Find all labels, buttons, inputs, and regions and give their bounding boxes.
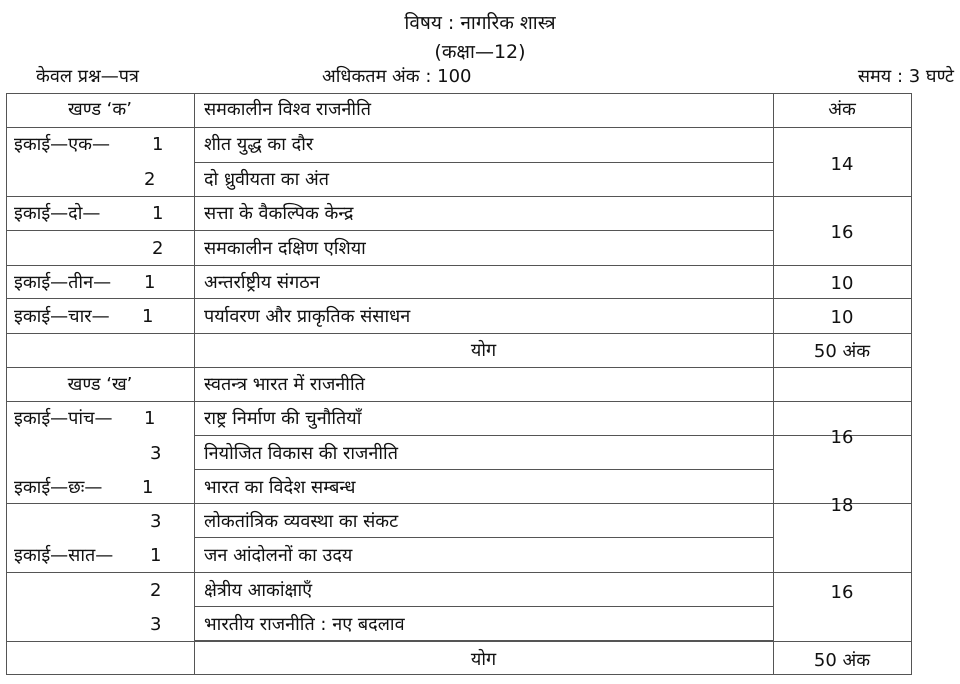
total-marks: 50 अंक — [813, 341, 871, 362]
unit-2-marks: 16 — [830, 222, 854, 243]
unit-1-topic: शीत युद्ध का दौर — [204, 134, 314, 155]
unit-1-number: 1 — [152, 134, 164, 155]
row-divider — [6, 298, 912, 299]
unit-2-label: इकाई—दो— — [14, 203, 101, 224]
unit-3-number: 1 — [144, 272, 156, 293]
unit-1-label: इकाई—एक— — [14, 134, 110, 155]
unit-7-number: 1 — [150, 545, 162, 566]
paper-label: केवल प्रश्न—पत्र — [36, 66, 139, 87]
unit-5-topic: राष्ट्र निर्माण की चुनौतियाँ — [204, 408, 362, 429]
row-divider — [6, 641, 912, 642]
table-border — [911, 93, 912, 675]
unit-7-topic: क्षेत्रीय आकांक्षाएँ — [204, 580, 313, 601]
unit-4-number: 1 — [142, 306, 154, 327]
subject-title: विषय : नागरिक शास्त्र — [404, 12, 556, 34]
unit-2-number: 2 — [152, 238, 164, 259]
unit-5-topic: नियोजित विकास की राजनीति — [204, 443, 398, 464]
unit-5-number: 1 — [144, 408, 156, 429]
unit-5-marks: 16 — [830, 427, 854, 448]
section-a-title: समकालीन विश्व राजनीति — [204, 99, 371, 120]
unit-1-number: 2 — [144, 169, 156, 190]
row-divider — [194, 469, 774, 470]
unit-6-number: 3 — [150, 511, 162, 532]
row-divider — [194, 162, 774, 163]
row-divider — [6, 572, 912, 573]
unit-6-marks: 18 — [830, 495, 854, 516]
unit-1-topic: दो ध्रुवीयता का अंत — [204, 169, 329, 190]
total-label: योग — [470, 649, 497, 670]
unit-7-number: 2 — [150, 580, 162, 601]
section-a-label: खण्ड ‘क’ — [68, 99, 132, 120]
unit-4-marks: 10 — [830, 307, 854, 328]
unit-6-topic: लोकतांत्रिक व्यवस्था का संकट — [204, 511, 399, 532]
unit-3-topic: अन्तर्राष्ट्रीय संगठन — [204, 272, 320, 293]
unit-2-topic: समकालीन दक्षिण एशिया — [204, 238, 366, 259]
unit-4-topic: पर्यावरण और प्राकृतिक संसाधन — [204, 306, 411, 327]
row-divider — [6, 127, 912, 128]
table-border — [6, 93, 912, 94]
row-divider — [194, 606, 774, 607]
unit-4-label: इकाई—चार— — [14, 306, 110, 327]
unit-5-label: इकाई—पांच— — [14, 408, 113, 429]
syllabus-table — [6, 93, 912, 675]
row-divider — [6, 401, 912, 402]
column-divider — [194, 93, 195, 675]
unit-7-topic: भारतीय राजनीति : नए बदलाव — [204, 614, 405, 635]
section-b-title: स्वतन्त्र भारत में राजनीति — [204, 374, 365, 395]
unit-5-number: 3 — [150, 443, 162, 464]
unit-7-label: इकाई—सात— — [14, 545, 114, 566]
row-divider — [6, 230, 774, 231]
total-label: योग — [470, 340, 497, 361]
unit-2-topic: सत्ता के वैकल्पिक केन्द्र — [204, 203, 354, 224]
unit-7-marks: 16 — [830, 582, 854, 603]
class-title: (कक्षा—12) — [434, 41, 526, 63]
unit-3-label: इकाई—तीन— — [14, 272, 112, 293]
unit-6-number: 1 — [142, 477, 154, 498]
unit-6-topic: भारत का विदेश सम्बन्ध — [204, 477, 356, 498]
unit-3-marks: 10 — [830, 273, 854, 294]
time-label: समय : 3 घण्टे — [857, 66, 954, 87]
unit-2-number: 1 — [152, 203, 164, 224]
row-divider — [194, 537, 774, 538]
unit-1-marks: 14 — [830, 154, 854, 175]
unit-7-number: 3 — [150, 614, 162, 635]
row-divider — [6, 367, 912, 368]
section-b-label: खण्ड ‘ख’ — [67, 374, 133, 395]
table-border — [6, 674, 912, 675]
unit-7-topic: जन आंदोलनों का उदय — [204, 545, 353, 566]
row-divider — [6, 265, 912, 266]
row-divider — [6, 196, 912, 197]
marks-header: अंक — [828, 99, 856, 120]
unit-6-label: इकाई—छः— — [14, 477, 103, 498]
total-marks: 50 अंक — [813, 650, 871, 671]
max-marks: अधिकतम अंक : 100 — [322, 66, 472, 87]
row-divider — [6, 333, 912, 334]
